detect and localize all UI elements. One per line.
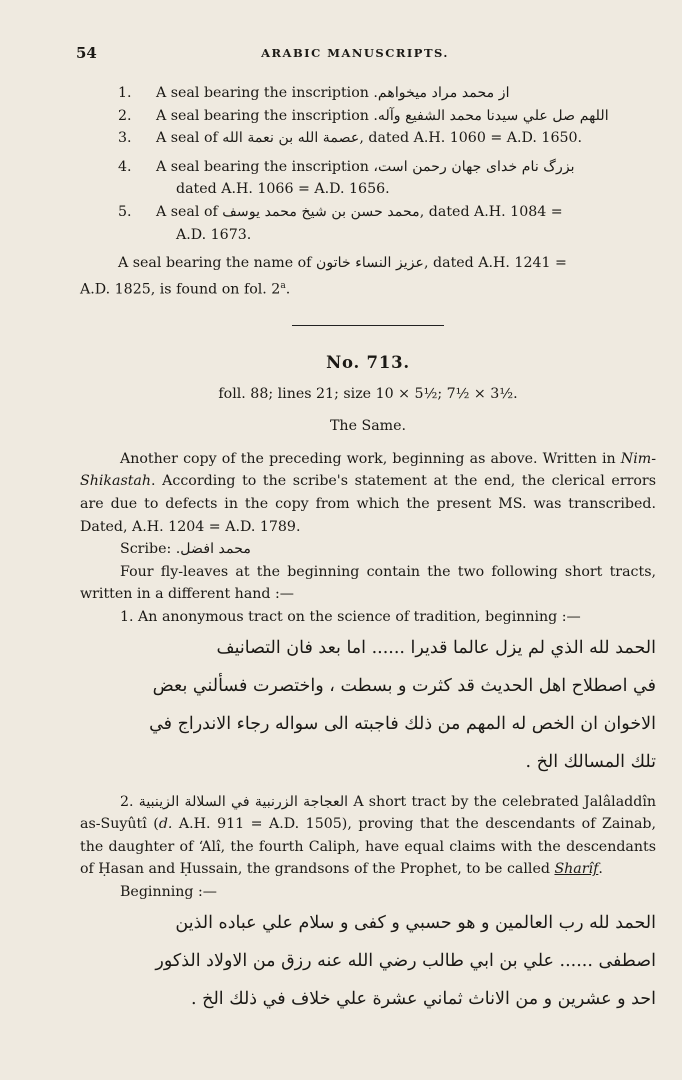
seal-date: A.D. 1673. — [176, 226, 252, 243]
arabic-line: في اصطلاح اهل الحديث قد كثرت و بسطت ، واختصرت فسألني بعض — [152, 675, 656, 696]
tract-2-end: . — [598, 861, 603, 878]
seal-inscription-arabic: اللهم صل علي سيدنا محمد الشفيع وآله. — [373, 107, 609, 124]
seal-name-end: . — [285, 281, 291, 298]
beginning-label: Beginning :— — [120, 883, 217, 900]
entry-heading: No. 713. — [326, 353, 410, 373]
seal-inscription-arabic: عصمة الله بن نعمة الله — [222, 130, 360, 147]
script-name: Nim-Shikastah — [80, 450, 656, 490]
arabic-line: الاخوان ان الخص له المهم من ذلك فاجبته الى سواله رجاء الاندراج في — [149, 713, 656, 734]
tract-2-number: 2. — [120, 793, 139, 810]
scribe-line — [80, 538, 656, 561]
seal-name-date: , dated A.H. 1241 = — [424, 255, 567, 272]
sharif-term: Sharîf — [554, 861, 599, 878]
seal-name-folio: A.D. 1825, is found on fol. 2 — [80, 281, 281, 298]
arabic-line: اصطفى ...... علي بن ابي طالب رضي الله عنه رزق من الاولاد الذكور — [155, 950, 656, 971]
arabic-quotation-1 — [80, 629, 656, 781]
seal-text: A seal of — [156, 203, 223, 220]
seal-inscription-arabic: محمد حسن بن شيخ محمد يوسف — [222, 203, 420, 220]
page-content — [80, 82, 656, 1018]
seal-item-4 — [80, 156, 656, 179]
arabic-line: تلك المسالك الخ . — [525, 751, 656, 772]
seal-number: 5. — [118, 203, 132, 220]
page-header — [72, 44, 638, 66]
scribe-name-arabic: محمد افضل. — [175, 541, 251, 558]
seal-name-line2 — [80, 275, 656, 301]
seal-text: A seal of — [156, 130, 223, 147]
entry-meta: foll. 88; lines 21; size 10 × 5½; 7½ × 3½. — [218, 385, 518, 402]
died-abbrev: d. — [158, 816, 173, 833]
arabic-quotation-2 — [80, 904, 656, 1018]
page-number: 54 — [76, 44, 97, 62]
seal-name-arabic: عزيز النساء خاتون — [315, 255, 425, 272]
seal-text: A seal bearing the inscription — [156, 85, 374, 101]
seal-text: A seal bearing the inscription — [156, 158, 374, 175]
seal-date: , dated A.H. 1060 = A.D. 1650. — [359, 130, 583, 147]
tract-2-text: A short tract by the celebrated Jalâladdîn as-Suyûtî ( — [80, 793, 657, 833]
description-text-2: . According to the scribe's statement at the end, the clerical errors are due to defects in the copy from which the present MS. was transcribed. Dated, A.H. 1204 = A.D. 1789. — [80, 473, 656, 535]
tract-2-paragraph — [80, 791, 656, 881]
description-text: Another copy of the preceding work, beginning as above. Written in — [120, 450, 621, 467]
section-divider — [292, 325, 444, 326]
seal-date: , dated A.H. 1084 = — [419, 203, 563, 220]
seal-name-text: A seal bearing the name of — [118, 255, 316, 272]
arabic-line: الحمد لله الذي لم يزل عالما قديرا ...... اما بعد فان التصانيف — [216, 637, 656, 658]
arabic-line: الحمد لله رب العالمين و هو حسبي و كفى و سلام علي عباده الذين — [175, 912, 656, 933]
seal-text: A seal bearing the inscription — [156, 107, 374, 124]
tract-1-intro: 1. An anonymous tract on the science of tradition, beginning :— — [120, 609, 581, 626]
seal-inscription-arabic: بزرگ نام خدای جهان رحمن است، — [373, 158, 575, 175]
seal-date: dated A.H. 1066 = A.D. 1656. — [176, 181, 390, 198]
seal-item-2 — [80, 105, 656, 128]
seal-inscription-arabic: از محمد مراد میخواهم. — [373, 85, 510, 101]
running-title: ARABIC MANUSCRIPTS. — [261, 46, 449, 60]
scribe-label: Scribe: — [120, 541, 176, 558]
tract-2-title-arabic: العجاجة الزرنبية في السلالة الزينبية — [138, 793, 349, 810]
folio-superscript: a — [280, 280, 286, 291]
fly-leaves-paragraph: Four fly-leaves at the beginning contain the two following short tracts, written in a different hand :— — [80, 563, 656, 603]
seal-item-5 — [80, 201, 656, 224]
description-paragraph — [80, 448, 656, 538]
seal-number: 1. — [118, 85, 132, 101]
seal-number: 4. — [118, 158, 132, 175]
seal-name-paragraph — [80, 252, 656, 275]
entry-title: The Same. — [329, 418, 407, 435]
seal-number: 3. — [118, 130, 132, 147]
seal-item-3 — [80, 127, 656, 150]
arabic-line: احد و عشرين و من الاناث ثماني عشرة علي خلاف في ذلك الخ . — [191, 988, 656, 1009]
tract-2-text-2: A.H. 911 = A.D. 1505), proving that the descendants of Zainab, the daughter of ‘Alî, the fourth Caliph, have equal claims with the descendants of Ḥasan and Ḥussain, the grandsons of the Prophet, to be called — [80, 816, 657, 878]
seal-item-1 — [80, 82, 656, 105]
seal-number: 2. — [118, 107, 132, 124]
